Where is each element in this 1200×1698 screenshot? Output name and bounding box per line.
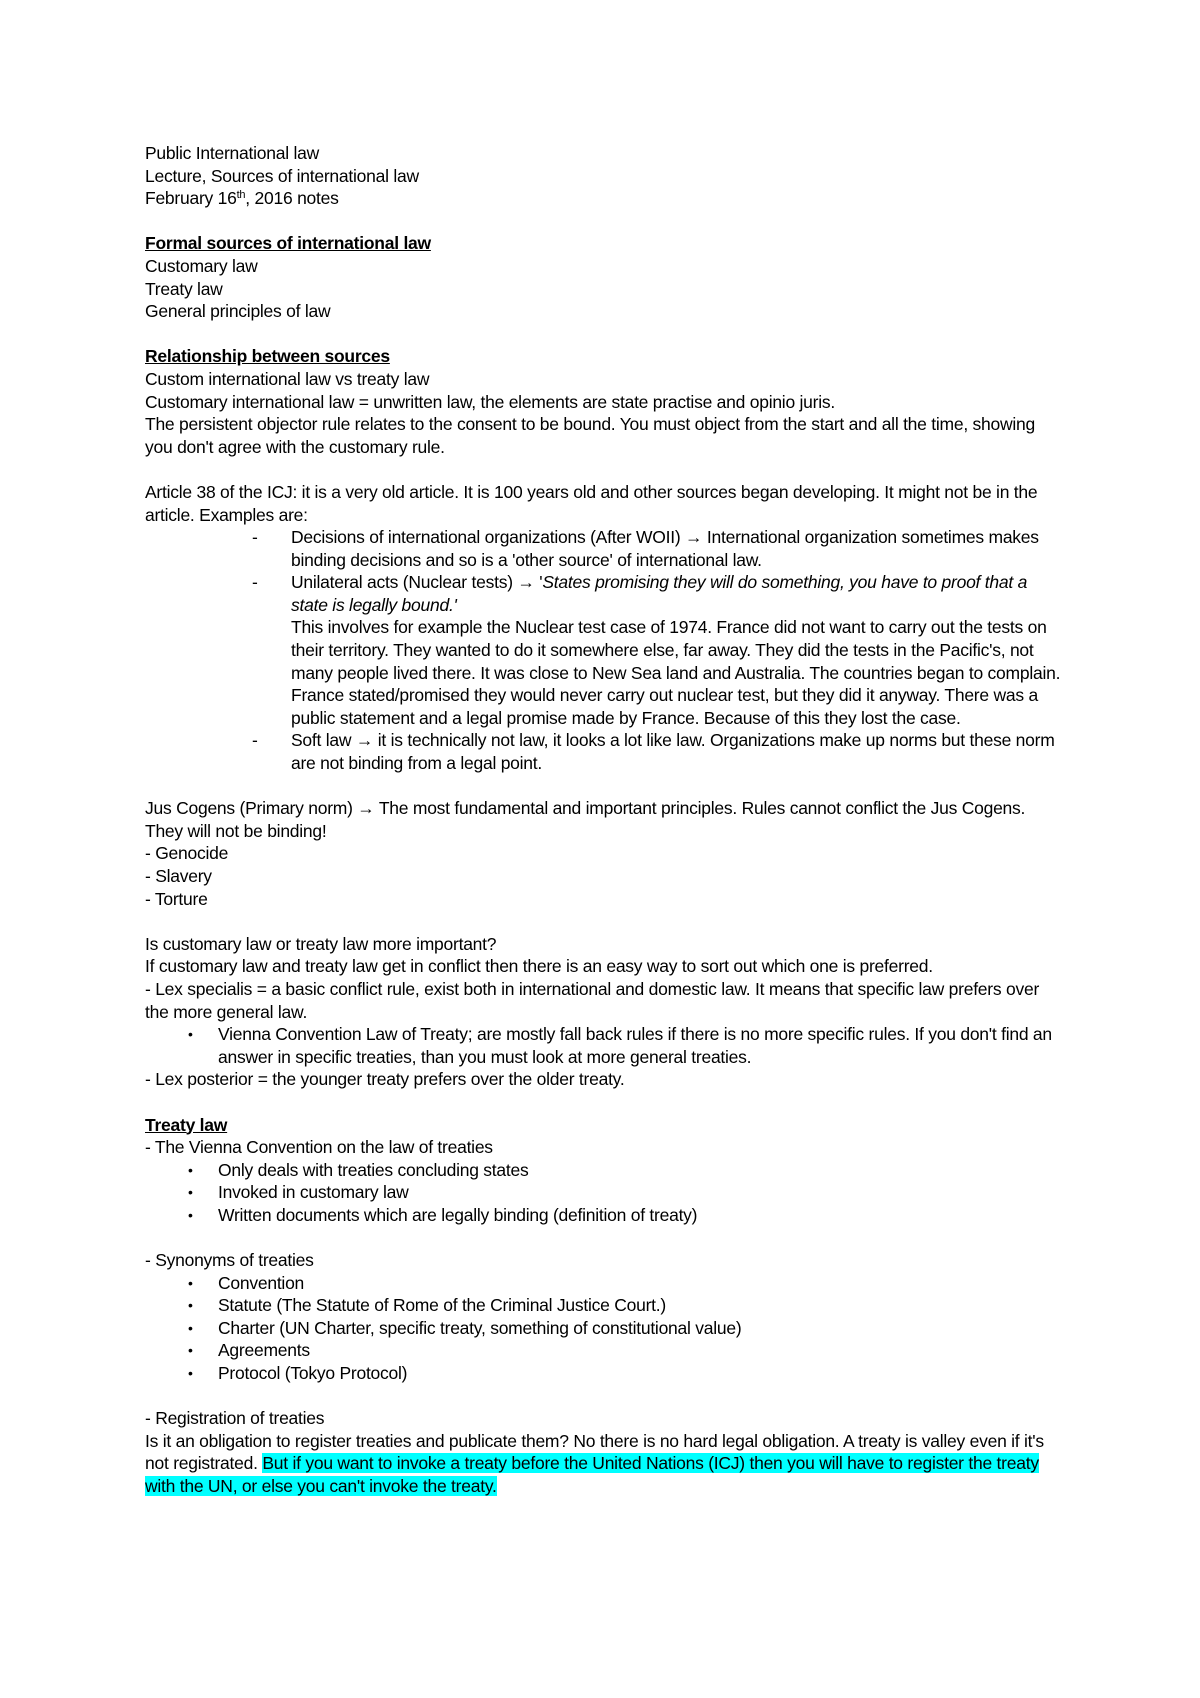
- formal-source-item: Customary law: [145, 255, 258, 276]
- dash-marker: -: [252, 730, 258, 751]
- synonyms-title: - Synonyms of treaties: [145, 1250, 314, 1271]
- bullet-marker: •: [188, 1319, 193, 1336]
- persistent-objector-paragraph: The persistent objector rule relates to the consent to be bound. You must object from the start and all the time, showing you don't agree with the customary rule.: [145, 414, 1036, 457]
- list-item-text: Only deals with treaties concluding states: [218, 1159, 529, 1180]
- list-item: [145, 1317, 1065, 1340]
- date-suffix: , 2016 notes: [245, 188, 339, 209]
- relationship-heading: Relationship between sources: [145, 346, 390, 367]
- list-item-text: Convention: [218, 1272, 305, 1293]
- formal-sources-heading: Formal sources of international law: [145, 233, 431, 254]
- jus-cogens-item: - Genocide: [145, 843, 229, 864]
- list-item: [145, 526, 1065, 571]
- list-item: [145, 1339, 1065, 1362]
- doc-title: Public International law: [145, 143, 319, 163]
- list-item: [145, 1362, 1065, 1385]
- list-item: [145, 1204, 1065, 1227]
- relationship-line: Custom international law vs treaty law: [145, 368, 430, 389]
- list-item: [145, 729, 1065, 774]
- list-item: [145, 1159, 1065, 1182]
- importance-question: Is customary law or treaty law more important?: [145, 933, 497, 954]
- unilateral-acts-text: Unilateral acts (Nuclear tests) → ': [291, 572, 543, 593]
- lex-posterior-paragraph: - Lex posterior = the younger treaty prefers over the older treaty.: [145, 1069, 625, 1090]
- formal-source-item: General principles of law: [145, 301, 331, 322]
- list-item-text: Statute (The Statute of Rome of the Criminal Justice Court.): [218, 1295, 666, 1316]
- date-prefix: February 16: [145, 188, 237, 209]
- list-item-text: Invoked in customary law: [218, 1182, 409, 1203]
- unilateral-acts-quote: States promising they will do something, you have to proof that a state is legally bound.': [291, 572, 1028, 615]
- lex-specialis-paragraph: - Lex specialis = a basic conflict rule, exist both in international and domestic law. It means that specific law prefers over the more general law.: [145, 978, 1040, 1022]
- bullet-marker: •: [188, 1342, 193, 1359]
- list-item: [145, 1181, 1065, 1204]
- dash-marker: -: [252, 527, 258, 548]
- list-item-text: Protocol (Tokyo Protocol): [218, 1363, 408, 1384]
- bullet-marker: •: [188, 1365, 193, 1382]
- article-38-paragraph: Article 38 of the ICJ: it is a very old article. It is 100 years old and other sources began developing. It might not be in the article. Examples are:: [145, 481, 1038, 525]
- list-item-text: Soft law → it is technically not law, it looks a lot like law. Organizations make up norms but these norm are not binding from a legal point.: [291, 730, 1055, 774]
- registration-paragraph: [145, 1430, 1065, 1498]
- treaty-law-heading: Treaty law: [145, 1114, 228, 1135]
- list-item: [145, 1294, 1065, 1317]
- list-item: [145, 1272, 1065, 1295]
- list-item-text: [291, 571, 1065, 616]
- document-page: [145, 142, 1065, 1498]
- jus-cogens-paragraph: Jus Cogens (Primary norm) → The most fundamental and important principles. Rules cannot conflict the Jus Cogens. They will not be binding!: [145, 798, 1026, 841]
- registration-title: - Registration of treaties: [145, 1408, 325, 1429]
- bullet-marker: •: [188, 1161, 193, 1178]
- bullet-marker: •: [188, 1206, 193, 1223]
- list-item: [145, 1023, 1065, 1068]
- relationship-line: Customary international law = unwritten law, the elements are state practise and opinio juris.: [145, 391, 835, 412]
- list-item-text: Decisions of international organizations (After WOII) → International organization sometimes makes binding decisions and so is a 'other source' of international law.: [291, 527, 1039, 570]
- list-item-text: Written documents which are legally binding (definition of treaty): [218, 1204, 698, 1225]
- bullet-marker: •: [188, 1274, 193, 1291]
- highlighted-text: But if you want to invoke a treaty before the United Nations (ICJ) then you will have to register the treaty with the UN, or else you can't invoke the treaty.: [145, 1453, 1039, 1497]
- jus-cogens-item: - Slavery: [145, 866, 212, 886]
- bullet-marker: •: [188, 1297, 193, 1314]
- jus-cogens-item: - Torture: [145, 888, 208, 909]
- registration-text: Is it an obligation to register treaties and publicate them? No there is no hard legal obligation. A treaty is valley even if it's not registrated.: [145, 1430, 1044, 1474]
- lecture-subtitle: Lecture, Sources of international law: [145, 165, 419, 186]
- list-item-text: Charter (UN Charter, specific treaty, something of constitutional value): [218, 1317, 742, 1338]
- bullet-marker: •: [188, 1184, 193, 1201]
- date-line: [145, 187, 1065, 210]
- list-item: [145, 571, 1065, 729]
- importance-line: If customary law and treaty law get in conflict then there is an easy way to sort out which one is preferred.: [145, 956, 933, 977]
- bullet-marker: •: [188, 1026, 193, 1043]
- list-item-text: Agreements: [218, 1340, 310, 1361]
- vienna-convention-title: - The Vienna Convention on the law of treaties: [145, 1137, 493, 1158]
- dash-marker: -: [252, 572, 258, 593]
- formal-source-item: Treaty law: [145, 278, 223, 299]
- nuclear-test-paragraph: This involves for example the Nuclear test case of 1974. France did not want to carry out the tests on their territory. They wanted to do it somewhere else, far away. They did the tests in the Pacific's, not many people lived there. It was close to New Sea land and Australia. The countries began to complain. France stated/promised they would never carry out nuclear test, but they did it anyway. There was a public statement and a legal promise made by France. Because of this they lost the case.: [291, 617, 1061, 728]
- list-item-text: Vienna Convention Law of Treaty; are mostly fall back rules if there is no more specific rules. If you don't find an answer in specific treaties, than you must look at more general treaties.: [218, 1024, 1052, 1067]
- date-superscript: th: [236, 189, 246, 202]
